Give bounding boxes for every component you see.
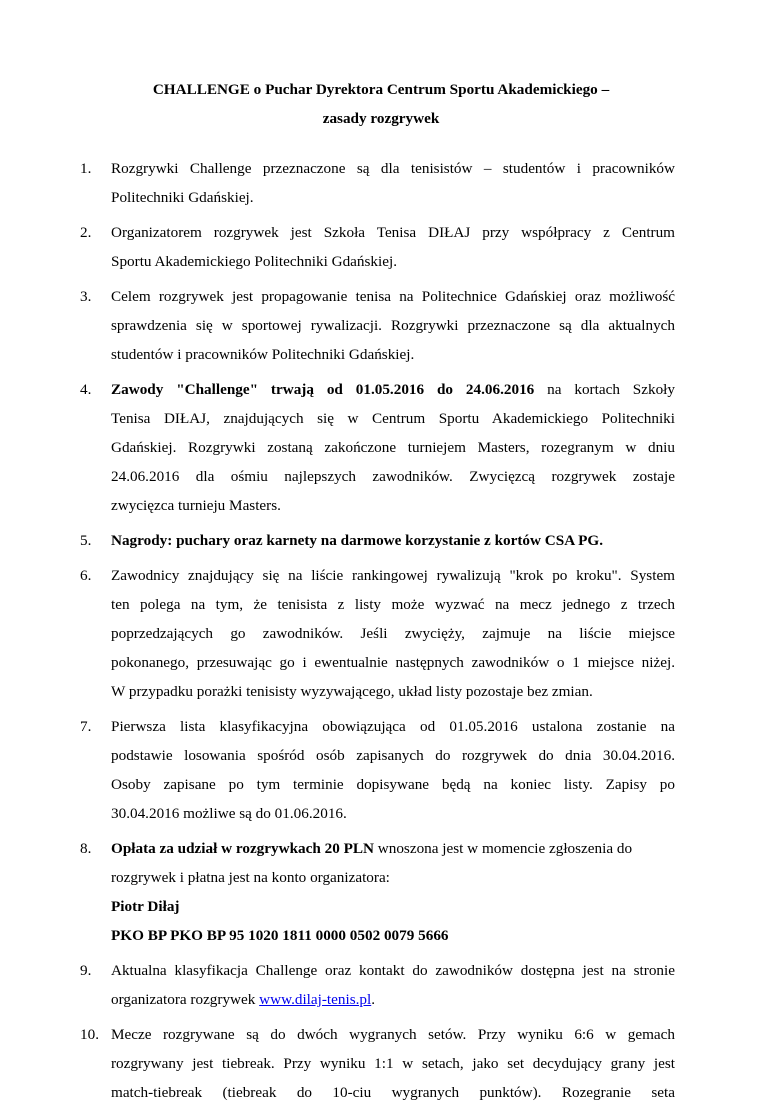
rule-text-line: Organizatorem rozgrywek jest Szkoła Tenisa DIŁAJ przy współpracy z Centrum [111, 224, 675, 241]
rule-text-line: podstawie losowania spośród osób zapisanych do rozgrywek do dnia 30.04.2016. [111, 747, 675, 764]
rule-text-line: studentów i pracowników Politechniki Gdańskiej. [111, 346, 415, 363]
rule-text-line: 24.06.2016 dla ośmiu najlepszych zawodników. Zwycięzcą rozgrywek zostaje [111, 468, 675, 485]
bank-account: PKO BP PKO BP 95 1020 1811 0000 0502 0079 5666 [111, 927, 449, 944]
rule-number: 9. [80, 962, 92, 979]
rule-text-line: ten polega na tym, że tenisista z listy może wyzwać na mecz jednego z trzech [111, 596, 675, 613]
rule-text-line: 30.04.2016 możliwe są do 01.06.2016. [111, 805, 347, 822]
rule-9 [80, 956, 675, 1014]
rule-number: 4. [80, 381, 92, 398]
rule-text-line: Gdańskiej. Rozgrywki zostaną zakończone turniejem Masters, rozegranym w dniu [111, 439, 675, 456]
rule-number: 2. [80, 224, 92, 241]
rule-text-line: Osoby zapisane po tym terminie dopisywane będą na koniec listy. Zapisy po [111, 776, 675, 793]
rule-7 [80, 712, 675, 828]
rule-number: 3. [80, 288, 92, 305]
rule-bold-text: Zawody "Challenge" trwają od 01.05.2016 do 24.06.2016 [111, 381, 535, 398]
rule-number: 10. [80, 1026, 99, 1043]
rule-8 [80, 834, 675, 950]
rule-text-line [111, 985, 675, 1014]
rule-text-line: Celem rozgrywek jest propagowanie tenisa na Politechnice Gdańskiej oraz możliwość [111, 288, 675, 305]
rule-text-line: rozgrywek i płatna jest na konto organizatora: [111, 869, 390, 886]
rule-number: 7. [80, 718, 92, 735]
rule-text-line: Mecze rozgrywane są do dwóch wygranych setów. Przy wyniku 6:6 w gemach [111, 1026, 675, 1043]
rule-text-line: Politechniki Gdańskiej. [111, 189, 254, 206]
rule-text-line: Sportu Akademickiego Politechniki Gdańskiej. [111, 253, 397, 270]
rule-number: 6. [80, 567, 92, 584]
rule-text-line: Zawodnicy znajdujący się na liście rankingowej rywalizują "krok po kroku". System [111, 567, 675, 584]
rule-text-line: match-tiebreak (tiebreak do 10-ciu wygranych punktów). Rozegranie seta [111, 1084, 675, 1101]
rule-bold-text: Opłata za udział w rozgrywkach 20 PLN [111, 840, 374, 857]
rule-text-line: zwycięzca turnieju Masters. [111, 497, 281, 514]
rule-text-line: sprawdzenia się w sportowej rywalizacji. Rozgrywki przeznaczone są dla aktualnych [111, 317, 675, 334]
rule-2 [80, 218, 675, 276]
rule-1 [80, 154, 675, 212]
rule-text-line [111, 375, 675, 404]
rule-text-line: pokonanego, przesuwając go i ewentualnie następnych zawodników o 1 miejsce niżej. [111, 654, 675, 671]
rule-4 [80, 375, 675, 520]
rule-text: . [371, 991, 376, 1008]
organizer-website-link[interactable]: www.dilaj-tenis.pl [259, 991, 372, 1008]
rule-text-line: rozgrywany jest tiebreak. Przy wyniku 1:1 w setach, jako set decydujący grany jest [111, 1055, 675, 1072]
rule-text: na kortach Szkoły [534, 381, 675, 398]
document-title: CHALLENGE o Puchar Dyrektora Centrum Sportu Akademickiego – [152, 81, 610, 98]
rule-text-line [111, 834, 675, 863]
rule-text-line: Tenisa DIŁAJ, znajdujących się w Centrum Sportu Akademickiego Politechniki [111, 410, 675, 427]
rule-bold-text: Nagrody: puchary oraz karnety na darmowe korzystanie z kortów CSA PG. [111, 532, 604, 549]
rule-number: 8. [80, 840, 92, 857]
document-subtitle: zasady rozgrywek [322, 110, 440, 127]
rule-text: wnoszona jest w momencie zgłoszenia do [373, 840, 633, 857]
rule-number: 5. [80, 532, 92, 549]
rule-3 [80, 282, 675, 369]
rule-text-line: W przypadku porażki tenisisty wyzywającego, układ listy pozostaje bez zmian. [111, 683, 593, 700]
rule-text-line: Pierwsza lista klasyfikacyjna obowiązująca od 01.05.2016 ustalona zostanie na [111, 718, 675, 735]
account-holder: Piotr Diłaj [111, 898, 180, 915]
rule-text: organizatora rozgrywek [111, 991, 260, 1008]
rule-text-line: Rozgrywki Challenge przeznaczone są dla tenisistów – studentów i pracowników [111, 160, 675, 177]
rule-number: 1. [80, 160, 92, 177]
rules-list [80, 154, 675, 1113]
rule-text-line: poprzedzających go zawodników. Jeśli zwycięży, zajmuje na liście miejsce [111, 625, 675, 642]
rule-10 [80, 1020, 675, 1107]
rule-text-line: Aktualna klasyfikacja Challenge oraz kontakt do zawodników dostępna jest na stronie [111, 962, 675, 979]
rule-5 [80, 526, 675, 555]
rule-6 [80, 561, 675, 706]
